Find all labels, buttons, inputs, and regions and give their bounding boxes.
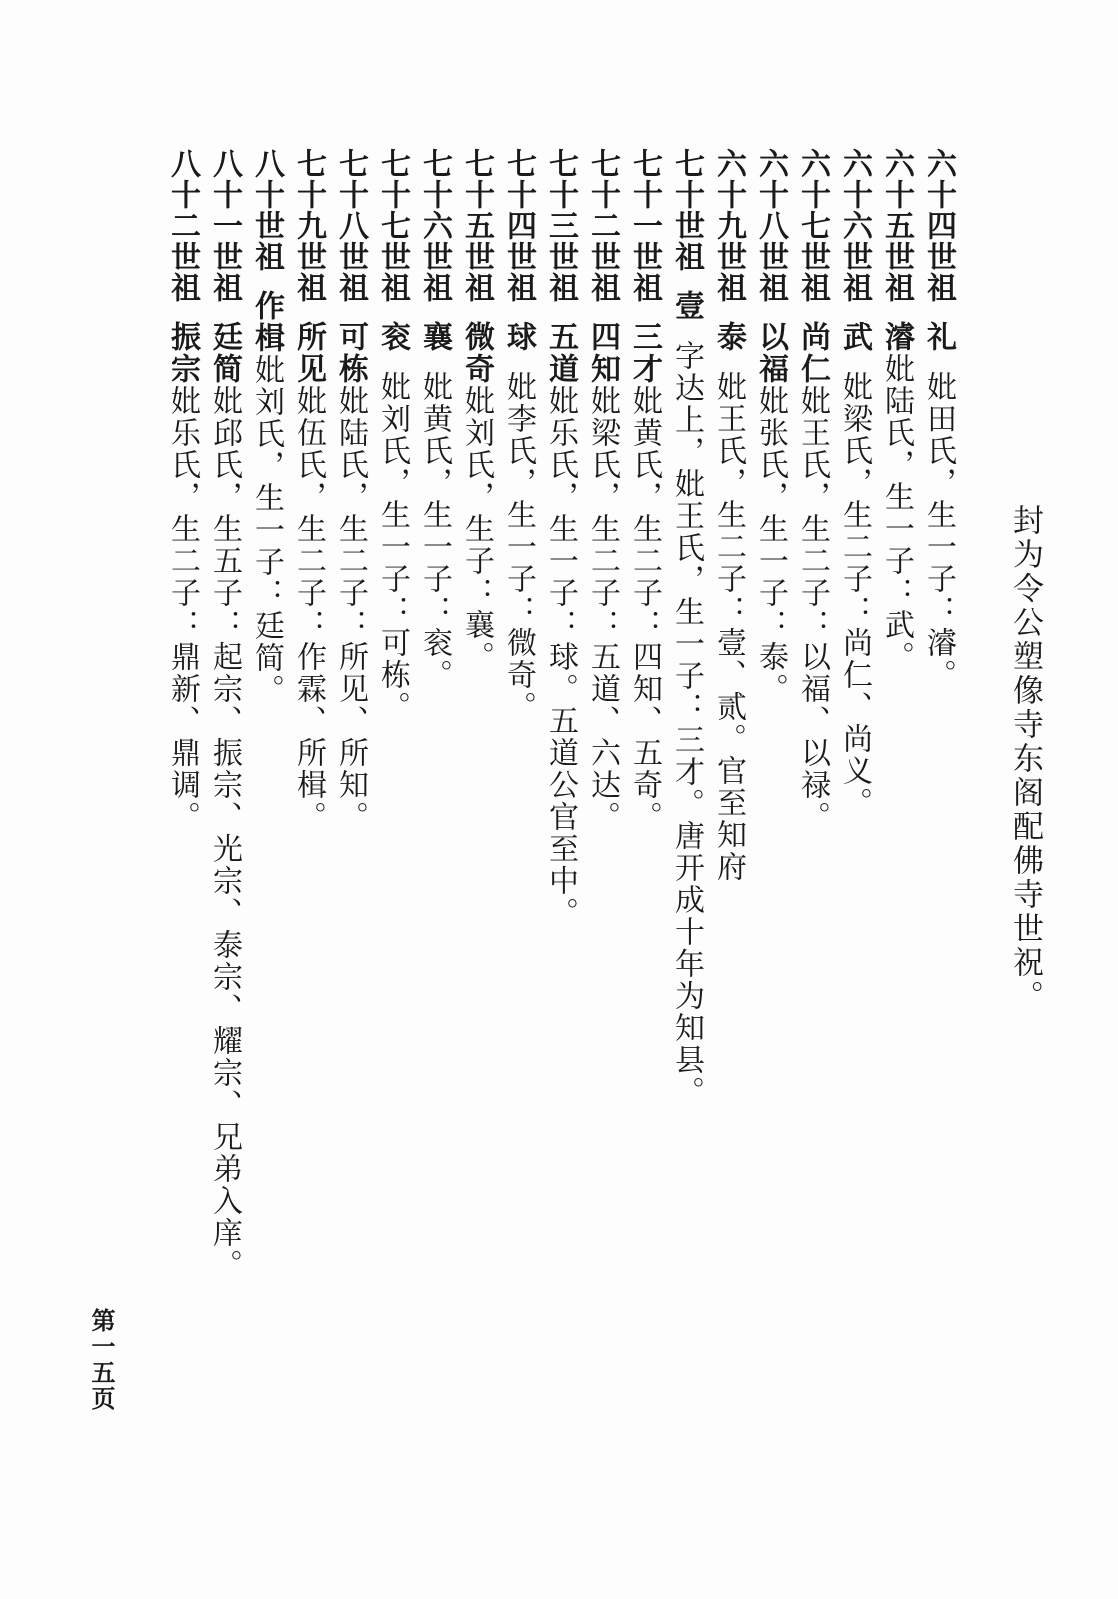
entry-text: 妣王氏，生二子：以福、以禄。	[795, 385, 830, 833]
generation-label: 六十七世祖	[795, 148, 830, 303]
genealogy-entry	[582, 148, 622, 833]
generation-label: 七十三世祖	[543, 148, 578, 303]
ancestor-name: 以福	[753, 321, 788, 385]
generation-label: 八十一世祖	[207, 148, 242, 303]
entry-text: 妣乐氏，生一子：球。五道公官至中。	[543, 385, 578, 929]
ancestor-name: 泰	[711, 321, 746, 353]
generation-label: 七十一世祖	[627, 148, 662, 303]
entry-text: 字达上，妣王氏，生一子：三才。唐开成十年为知县。	[669, 340, 704, 1108]
generation-label: 七十九世祖	[291, 148, 326, 303]
ancestor-name: 衮	[375, 321, 410, 353]
ancestor-name: 四知	[585, 321, 620, 385]
ancestor-name: 所见	[291, 321, 326, 385]
genealogy-entry	[918, 148, 958, 691]
genealogy-entry	[624, 148, 664, 833]
genealogy-entry	[708, 148, 748, 883]
entry-text: 妣张氏，生一子：泰。	[753, 385, 788, 705]
generation-label: 六十五世祖	[879, 148, 914, 303]
ancestor-name: 尚仁	[795, 321, 830, 385]
entry-text: 妣黄氏，生二子：四知、五奇。	[627, 385, 662, 833]
ancestor-name: 振宗	[165, 321, 200, 385]
genealogy-entry	[750, 148, 790, 705]
ancestor-name: 可栋	[333, 321, 368, 385]
entry-text: 妣陆氏，生二子：所见、所知。	[333, 385, 368, 833]
genealogy-entry	[834, 148, 874, 819]
ancestor-name: 作楫	[249, 290, 284, 354]
entry-text: 妣李氏，生一子：微奇。	[501, 371, 536, 723]
genealogy-entry	[288, 148, 328, 833]
page-heading: 封为令公塑像寺东阁配佛寺世祝。	[1007, 504, 1043, 1014]
generation-label: 六十六世祖	[837, 148, 872, 303]
ancestor-name: 五道	[543, 321, 578, 385]
entry-text: 妣陆氏，生一子：武。	[879, 353, 914, 673]
ancestor-name: 微奇	[459, 321, 494, 385]
generation-label: 六十八世祖	[753, 148, 788, 303]
genealogy-entry	[540, 148, 580, 929]
genealogy-entry	[456, 148, 496, 673]
generation-label: 七十八世祖	[333, 148, 368, 303]
ancestor-name: 三才	[627, 321, 662, 385]
genealogy-entry	[498, 148, 538, 723]
genealogy-entry	[162, 148, 202, 833]
genealogy-entry	[876, 148, 916, 673]
ancestor-name: 球	[501, 321, 536, 353]
entry-text: 妣刘氏，生子：襄。	[459, 385, 494, 673]
entry-text: 妣梁氏，生二子：尚仁、尚义。	[837, 371, 872, 819]
ancestor-name: 襄	[417, 321, 452, 353]
entry-text: 妣黄氏，生一子：衮。	[417, 371, 452, 691]
ancestor-name: 礼	[921, 321, 956, 353]
entry-text: 妣梁氏，生二子：五道、六达。	[585, 385, 620, 833]
genealogy-entry	[330, 148, 370, 833]
entry-text: 妣伍氏，生二子：作霖、所楫。	[291, 385, 326, 833]
entry-text: 妣乐氏，生二子：鼎新、鼎调。	[165, 385, 200, 833]
generation-label: 八十世祖	[249, 148, 284, 272]
ancestor-name: 壹	[669, 290, 704, 322]
entry-text: 妣刘氏，生一子：廷简。	[249, 354, 284, 706]
generation-label: 七十七世祖	[375, 148, 410, 303]
entry-text: 妣邱氏，生五子：起宗、振宗、光宗、泰宗、耀宗、兄弟入庠。	[207, 385, 242, 1281]
generation-label: 七十世祖	[669, 148, 704, 272]
genealogy-entry	[666, 148, 706, 1108]
genealogy-entry	[792, 148, 832, 833]
generation-label: 六十九世祖	[711, 148, 746, 303]
genealogy-entry	[246, 148, 286, 706]
generation-label: 七十二世祖	[585, 148, 620, 303]
genealogy-entry	[414, 148, 454, 691]
generation-label: 六十四世祖	[921, 148, 956, 303]
ancestor-name: 濬	[879, 321, 914, 353]
ancestor-name: 廷简	[207, 321, 242, 385]
generation-label: 八十二世祖	[165, 148, 200, 303]
genealogy-entry	[372, 148, 412, 723]
page-number: 第一五页	[87, 1308, 115, 1412]
genealogy-entry	[204, 148, 244, 1281]
entry-text: 妣王氏，生二子：壹、贰。官至知府	[711, 371, 746, 883]
generation-label: 七十四世祖	[501, 148, 536, 303]
generation-label: 七十五世祖	[459, 148, 494, 303]
ancestor-name: 武	[837, 321, 872, 353]
entry-text: 妣田氏，生一子：濬。	[921, 371, 956, 691]
generation-label: 七十六世祖	[417, 148, 452, 303]
entry-text: 妣刘氏，生一子：可栋。	[375, 371, 410, 723]
